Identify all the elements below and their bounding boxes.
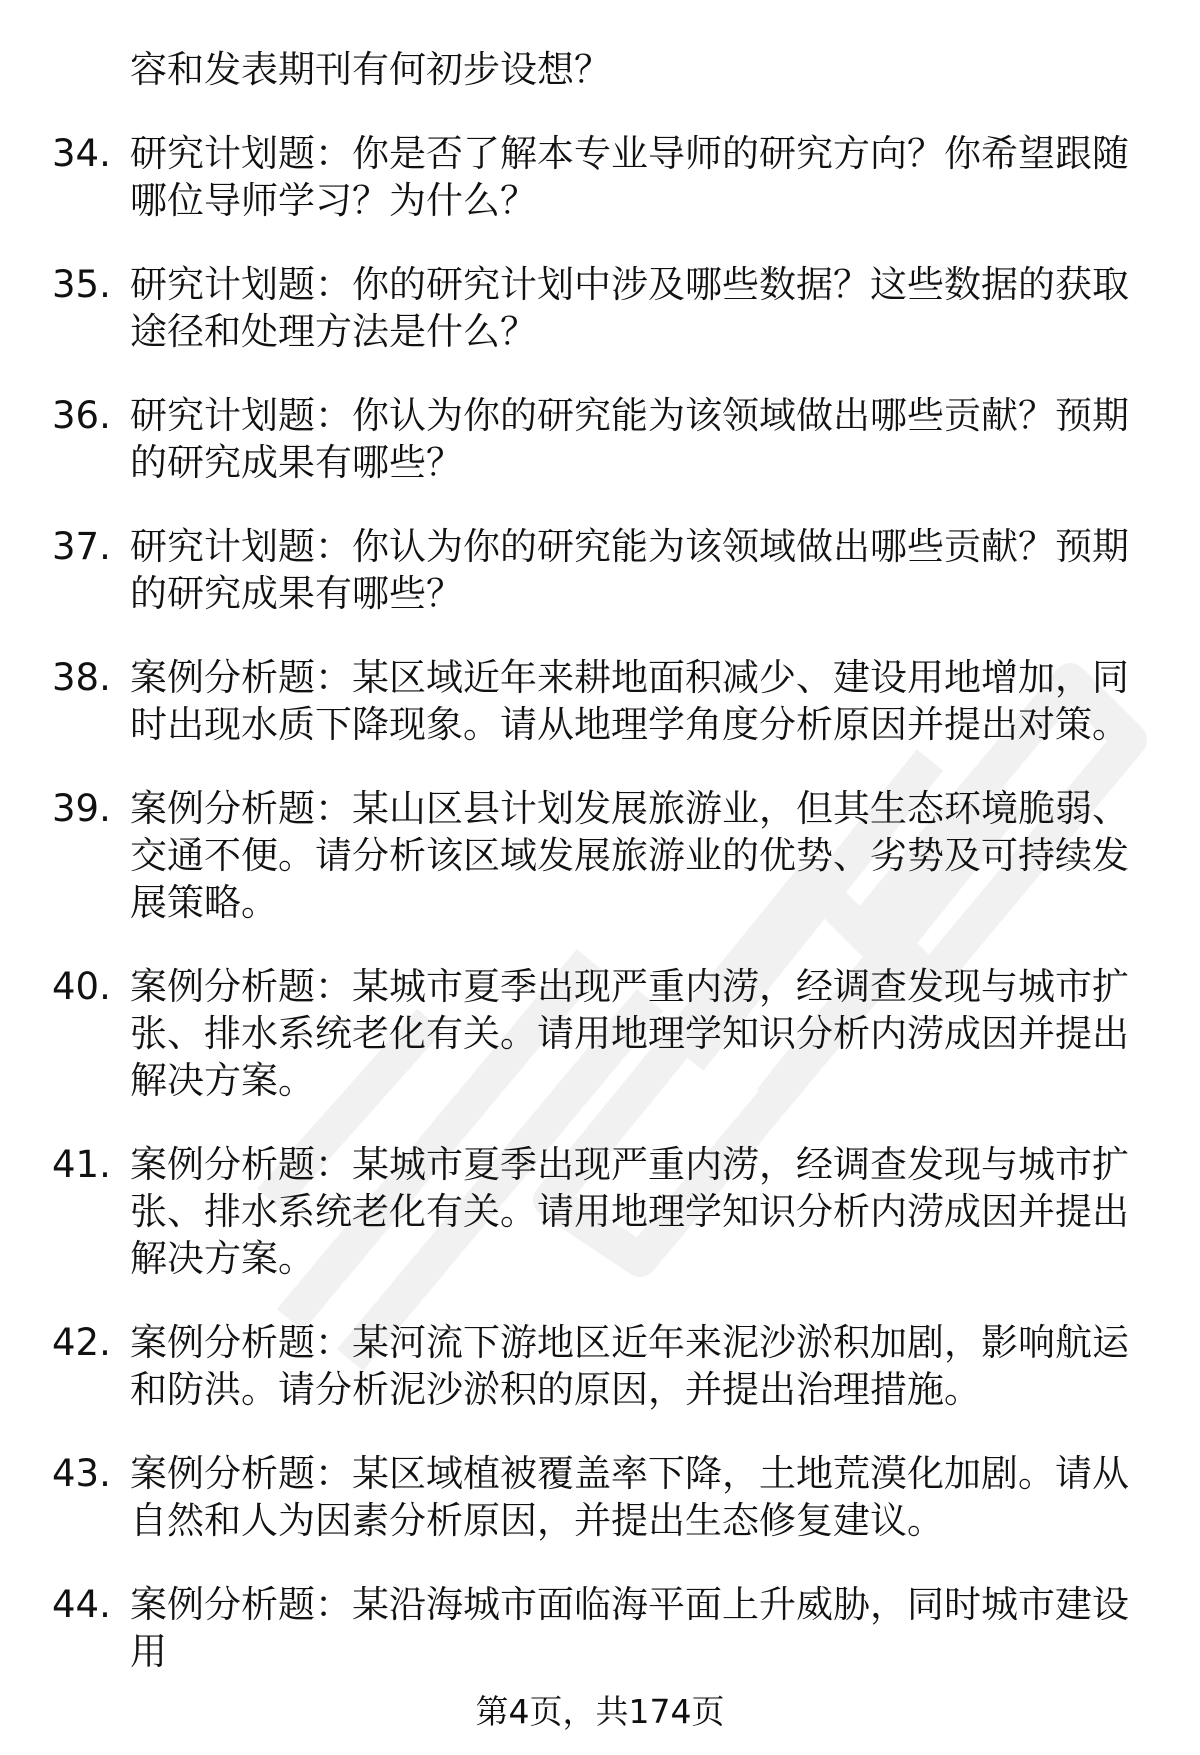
question-number: 44. [52,1583,111,1626]
question-number: 43. [52,1452,111,1495]
question-text: 研究计划题：你认为你的研究能为该领域做出哪些贡献？预期的研究成果有哪些？ [130,525,1129,615]
question-item [52,1319,1140,1413]
question-number: 40. [52,965,111,1008]
question-text: 研究计划题：你认为你的研究能为该领域做出哪些贡献？预期的研究成果有哪些？ [130,394,1129,484]
question-text: 案例分析题：某区域植被覆盖率下降，土地荒漠化加剧。请从自然和人为因素分析原因，并提出生态修复建议。 [130,1452,1129,1542]
question-item [52,261,1140,355]
page-number-footer: 第4页，共174页 [475,1692,725,1731]
question-item [52,392,1140,486]
question-item [52,654,1140,748]
question-item [52,963,1140,1104]
question-item [52,523,1140,617]
question-number: 37. [52,525,111,568]
question-item [52,1141,1140,1282]
question-text: 案例分析题：某城市夏季出现严重内涝，经调查发现与城市扩张、排水系统老化有关。请用地理学知识分析内涝成因并提出解决方案。 [130,965,1129,1102]
question-item [52,1450,1140,1544]
question-text: 案例分析题：某城市夏季出现严重内涝，经调查发现与城市扩张、排水系统老化有关。请用地理学知识分析内涝成因并提出解决方案。 [130,1143,1129,1280]
question-number: 38. [52,656,111,699]
question-text: 案例分析题：某山区县计划发展旅游业，但其生态环境脆弱、交通不便。请分析该区域发展旅游业的优势、劣势及可持续发展策略。 [130,787,1129,924]
question-item [52,1581,1140,1675]
question-number: 39. [52,787,111,830]
question-text: 研究计划题：你是否了解本专业导师的研究方向？你希望跟随哪位导师学习？为什么？ [130,132,1129,222]
question-text: 案例分析题：某区域近年来耕地面积减少、建设用地增加，同时出现水质下降现象。请从地理学角度分析原因并提出对策。 [130,656,1129,746]
continued-paragraph: 容和发表期刊有何初步设想？ [130,48,611,91]
question-item [52,785,1140,926]
question-number: 34. [52,132,111,175]
document-content [0,46,1200,1712]
question-number: 35. [52,263,111,306]
question-text: 案例分析题：某河流下游地区近年来泥沙淤积加剧，影响航运和防洪。请分析泥沙淤积的原因，并提出治理措施。 [130,1321,1129,1411]
question-item [52,130,1140,224]
question-number: 42. [52,1321,111,1364]
question-number: 41. [52,1143,111,1186]
question-text: 案例分析题：某沿海城市面临海平面上升威胁，同时城市建设用 [130,1583,1129,1673]
question-text: 研究计划题：你的研究计划中涉及哪些数据？这些数据的获取途径和处理方法是什么？ [130,263,1129,353]
question-number: 36. [52,394,111,437]
